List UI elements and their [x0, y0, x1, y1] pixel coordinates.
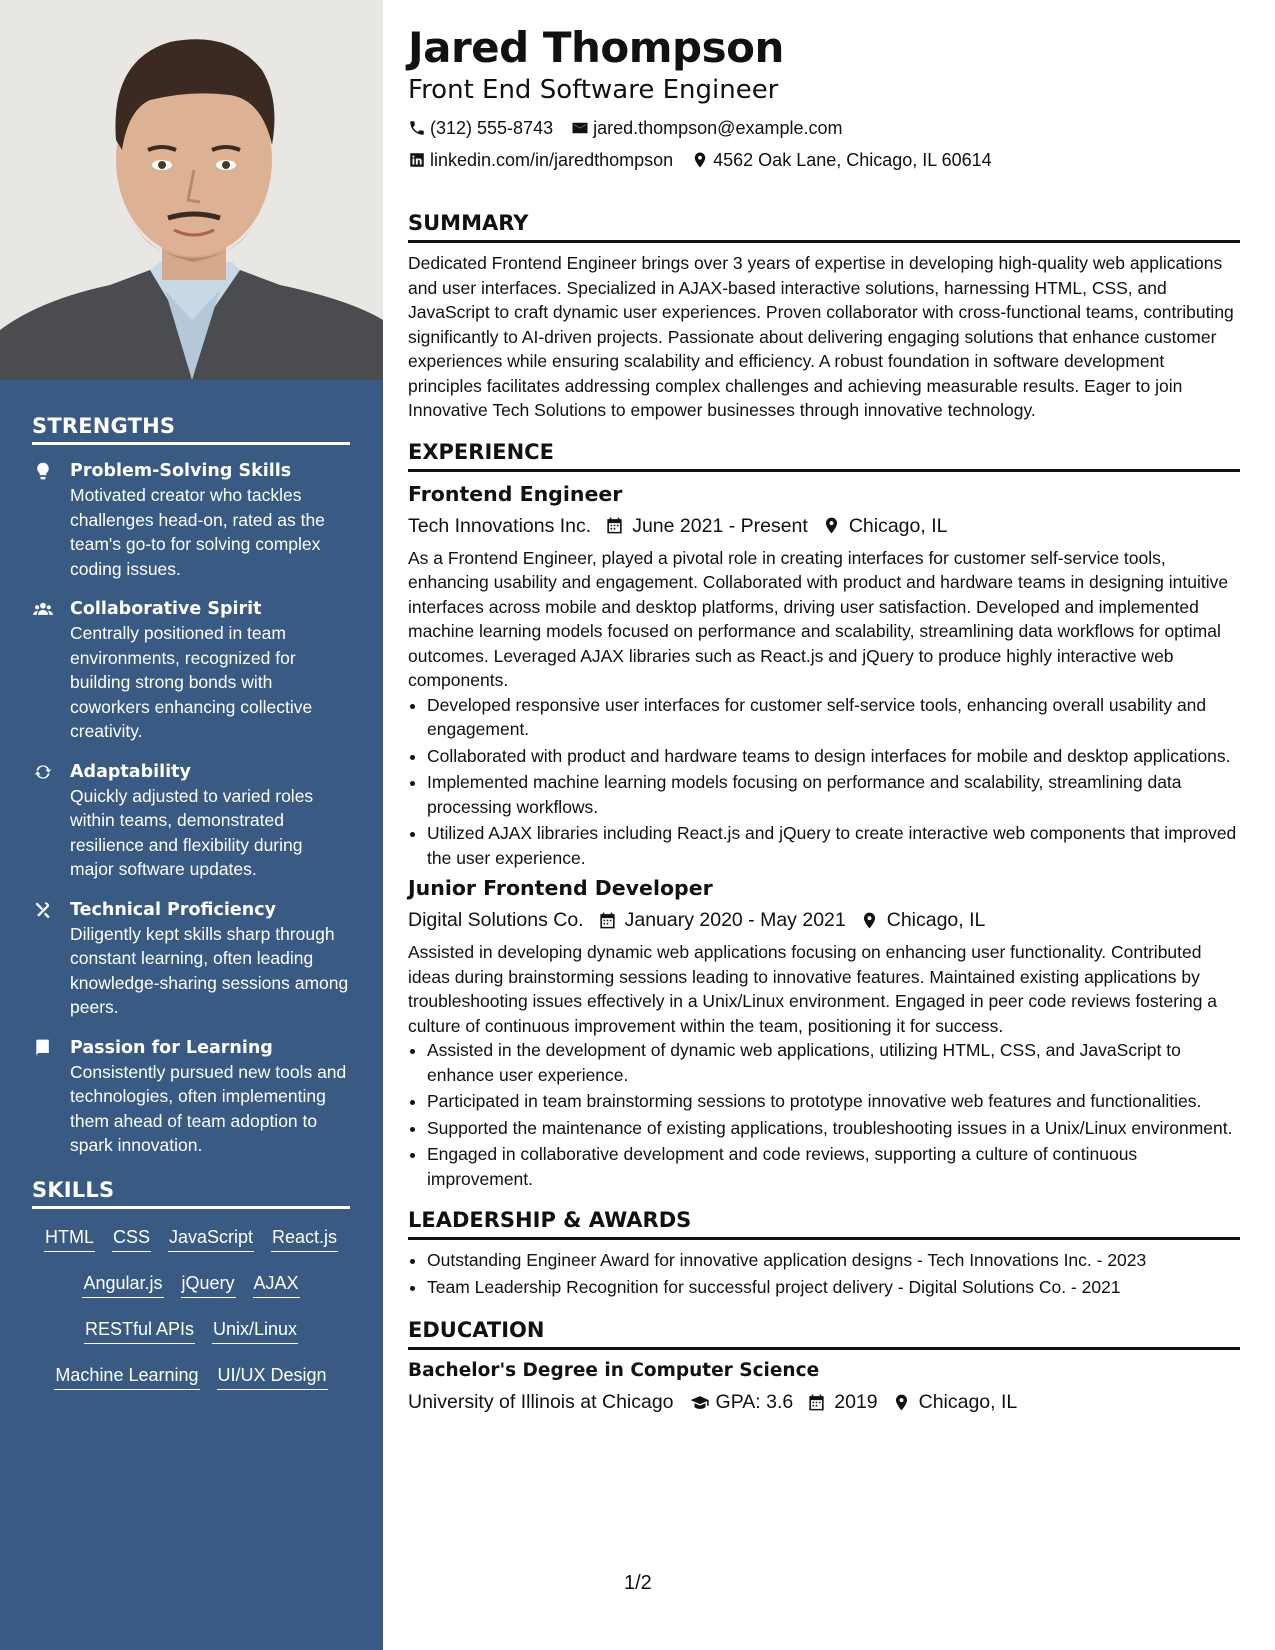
strengths-heading: STRENGTHS — [32, 414, 350, 445]
strength-item — [32, 760, 350, 882]
skill-tag: jQuery — [181, 1271, 236, 1298]
skill-tag: Unix/Linux — [212, 1317, 298, 1344]
summary-heading: SUMMARY — [408, 210, 1240, 243]
calendar-icon — [807, 1393, 826, 1412]
envelope-icon — [571, 119, 589, 137]
sidebar — [0, 0, 383, 1650]
list-item: • Engaged in collaborative development and code reviews, supporting a culture of continuous improvement. — [427, 1142, 1240, 1191]
job-company: Tech Innovations Inc. — [408, 514, 592, 537]
strength-desc: Quickly adjusted to varied roles within teams, demonstrated resilience and flexibility during major software updates. — [70, 785, 314, 879]
strength-desc: Consistently pursued new tools and technologies, often implementing them ahead of team adoption to spark innovation. — [70, 1061, 347, 1155]
strength-desc: Motivated creator who tackles challenges head-on, rated as the team's go-to for solving complex coding issues. — [70, 485, 325, 579]
skill-tag: JavaScript — [168, 1225, 254, 1252]
skill-tag: UI/UX Design — [217, 1363, 328, 1390]
experience-heading: EXPERIENCE — [408, 439, 1240, 472]
location-pin-icon — [691, 151, 709, 169]
education-location: Chicago, IL — [918, 1391, 1018, 1413]
contact-address: 4562 Oak Lane, Chicago, IL 60614 — [713, 150, 992, 170]
calendar-icon — [605, 516, 624, 535]
strength-item — [32, 1036, 350, 1158]
tools-icon — [32, 900, 54, 920]
skill-tag: Angular.js — [82, 1271, 163, 1298]
list-item: • Collaborated with product and hardware teams to design interfaces for mobile and desktop applications. — [427, 744, 1240, 769]
main-content — [408, 22, 1240, 1422]
education-heading: EDUCATION — [408, 1317, 1240, 1350]
skills-list — [32, 1223, 350, 1390]
contact-linkedin[interactable]: linkedin.com/in/jaredthompson — [430, 150, 674, 170]
education-degree: Bachelor's Degree in Computer Science — [408, 1360, 820, 1381]
leadership-list — [408, 1248, 1240, 1299]
list-item: • Developed responsive user interfaces for customer self-service tools, enhancing overall usability and engagement. — [427, 693, 1240, 742]
skill-tag: RESTful APIs — [84, 1317, 195, 1344]
list-item: • Utilized AJAX libraries including React.js and jQuery to create interactive web components that improved the user experience. — [427, 821, 1240, 870]
list-item: • Supported the maintenance of existing applications, troubleshooting issues in a Unix/Linux environment. — [427, 1116, 1240, 1141]
strength-title: Problem-Solving Skills — [70, 461, 292, 481]
list-item: • Outstanding Engineer Award for innovative application designs - Tech Innovations Inc. - 2023 — [427, 1248, 1240, 1273]
contact-email[interactable]: jared.thompson@example.com — [593, 118, 843, 138]
leadership-heading: LEADERSHIP & AWARDS — [408, 1207, 1240, 1240]
contact-phone: (312) 555-8743 — [430, 118, 554, 138]
skill-tag: Machine Learning — [54, 1363, 199, 1390]
page-number: 1/2 — [624, 1572, 652, 1594]
education-meta — [408, 1386, 1240, 1418]
education-year: 2019 — [834, 1391, 878, 1413]
job-description: As a Frontend Engineer, played a pivotal role in creating interfaces for customer self-service tools, enhancing usability and engagement. Collaborated with product and hardware teams in designing intuitive interfaces across mobile and desktop platforms, driving user satisfaction. Developed and implemented machine learning models focused on performance and scalability, streamlining data workflows for optimal outcomes. Leveraged AJAX libraries such as React.js and jQuery to produce highly interactive web components. — [408, 547, 1229, 690]
job-description: Assisted in developing dynamic web applications focusing on enhancing user functionality. Contributed ideas during brainstorming sessions leading to innovative features. Maintained existing applications by troubleshooting issues effectively in a Unix/Linux environment. Engaged in peer code reviews fostering a culture of continuous improvement within the team, positioning it for success. — [408, 942, 1218, 1036]
strength-item — [32, 597, 350, 744]
sync-icon — [32, 762, 54, 782]
strength-title: Adaptability — [70, 761, 191, 782]
job-location: Chicago, IL — [886, 909, 986, 931]
book-icon — [32, 1038, 54, 1058]
contact-row — [408, 112, 1240, 144]
profile-photo — [0, 0, 383, 380]
job-company: Digital Solutions Co. — [408, 909, 584, 931]
users-icon — [32, 599, 54, 619]
strength-title: Technical Proficiency — [70, 899, 276, 920]
skill-tag: CSS — [112, 1225, 151, 1252]
skills-heading: SKILLS — [32, 1178, 350, 1209]
strength-item — [32, 898, 350, 1020]
job-dates: January 2020 - May 2021 — [624, 909, 846, 931]
location-pin-icon — [822, 516, 841, 535]
strength-title: Collaborative Spirit — [70, 599, 262, 619]
lightbulb-icon — [32, 461, 54, 481]
linkedin-icon — [408, 151, 426, 169]
person-name: Jared Thompson — [408, 23, 784, 72]
job-bullets — [408, 693, 1240, 871]
job-dates: June 2021 - Present — [632, 514, 808, 537]
person-title: Front End Software Engineer — [408, 75, 779, 105]
strength-title: Passion for Learning — [70, 1037, 273, 1058]
summary-text: Dedicated Frontend Engineer brings over 3 years of expertise in developing high-quality web applications and user interfaces. Specialized in AJAX-based interactive solutions, harnessing HTML, CSS, and JavaScript to craft dynamic user experiences. Proven collaborator with cross-functional teams, contributing significantly to AI-driven projects. Passionate about delivering engaging solutions that enhance customer experiences while ensuring scalability and efficiency. A robust foundation in software development principles facilitates addressing complex challenges and achieving measurable results. Eager to join Innovative Tech Solutions to empower businesses through innovative technology. — [408, 253, 1234, 420]
calendar-icon — [598, 911, 617, 930]
list-item: • Team Leadership Recognition for successful project delivery - Digital Solutions Co. - 2021 — [427, 1275, 1240, 1300]
graduation-cap-icon — [688, 1393, 712, 1412]
job-entry — [408, 874, 1240, 1191]
list-item: • Participated in team brainstorming sessions to prototype innovative web features and functionalities. — [427, 1089, 1240, 1114]
skill-tag: HTML — [44, 1225, 95, 1252]
skill-tag: React.js — [271, 1225, 338, 1252]
location-pin-icon — [860, 911, 879, 930]
education-gpa: GPA: 3.6 — [715, 1391, 794, 1413]
job-title: Frontend Engineer — [408, 481, 623, 506]
strength-desc: Diligently kept skills sharp through constant learning, often leading knowledge-sharing sessions among peers. — [70, 923, 349, 1017]
job-bullets — [408, 1038, 1240, 1191]
job-title: Junior Frontend Developer — [408, 876, 713, 900]
skill-tag: AJAX — [253, 1271, 300, 1298]
list-item: • Implemented machine learning models focusing on performance and scalability, streamlining data processing workflows. — [427, 770, 1240, 819]
phone-icon — [408, 119, 426, 137]
location-pin-icon — [892, 1393, 911, 1412]
strength-desc: Centrally positioned in team environments, recognized for building strong bonds with coworkers enhancing collective creativity. — [70, 623, 313, 741]
contact-row — [408, 144, 1240, 176]
job-entry — [408, 480, 1240, 871]
list-item: • Assisted in the development of dynamic web applications, utilizing HTML, CSS, and JavaScript to enhance user experience. — [427, 1038, 1240, 1087]
job-location: Chicago, IL — [848, 514, 948, 537]
education-school: University of Illinois at Chicago — [408, 1391, 674, 1413]
strength-item — [32, 459, 350, 581]
